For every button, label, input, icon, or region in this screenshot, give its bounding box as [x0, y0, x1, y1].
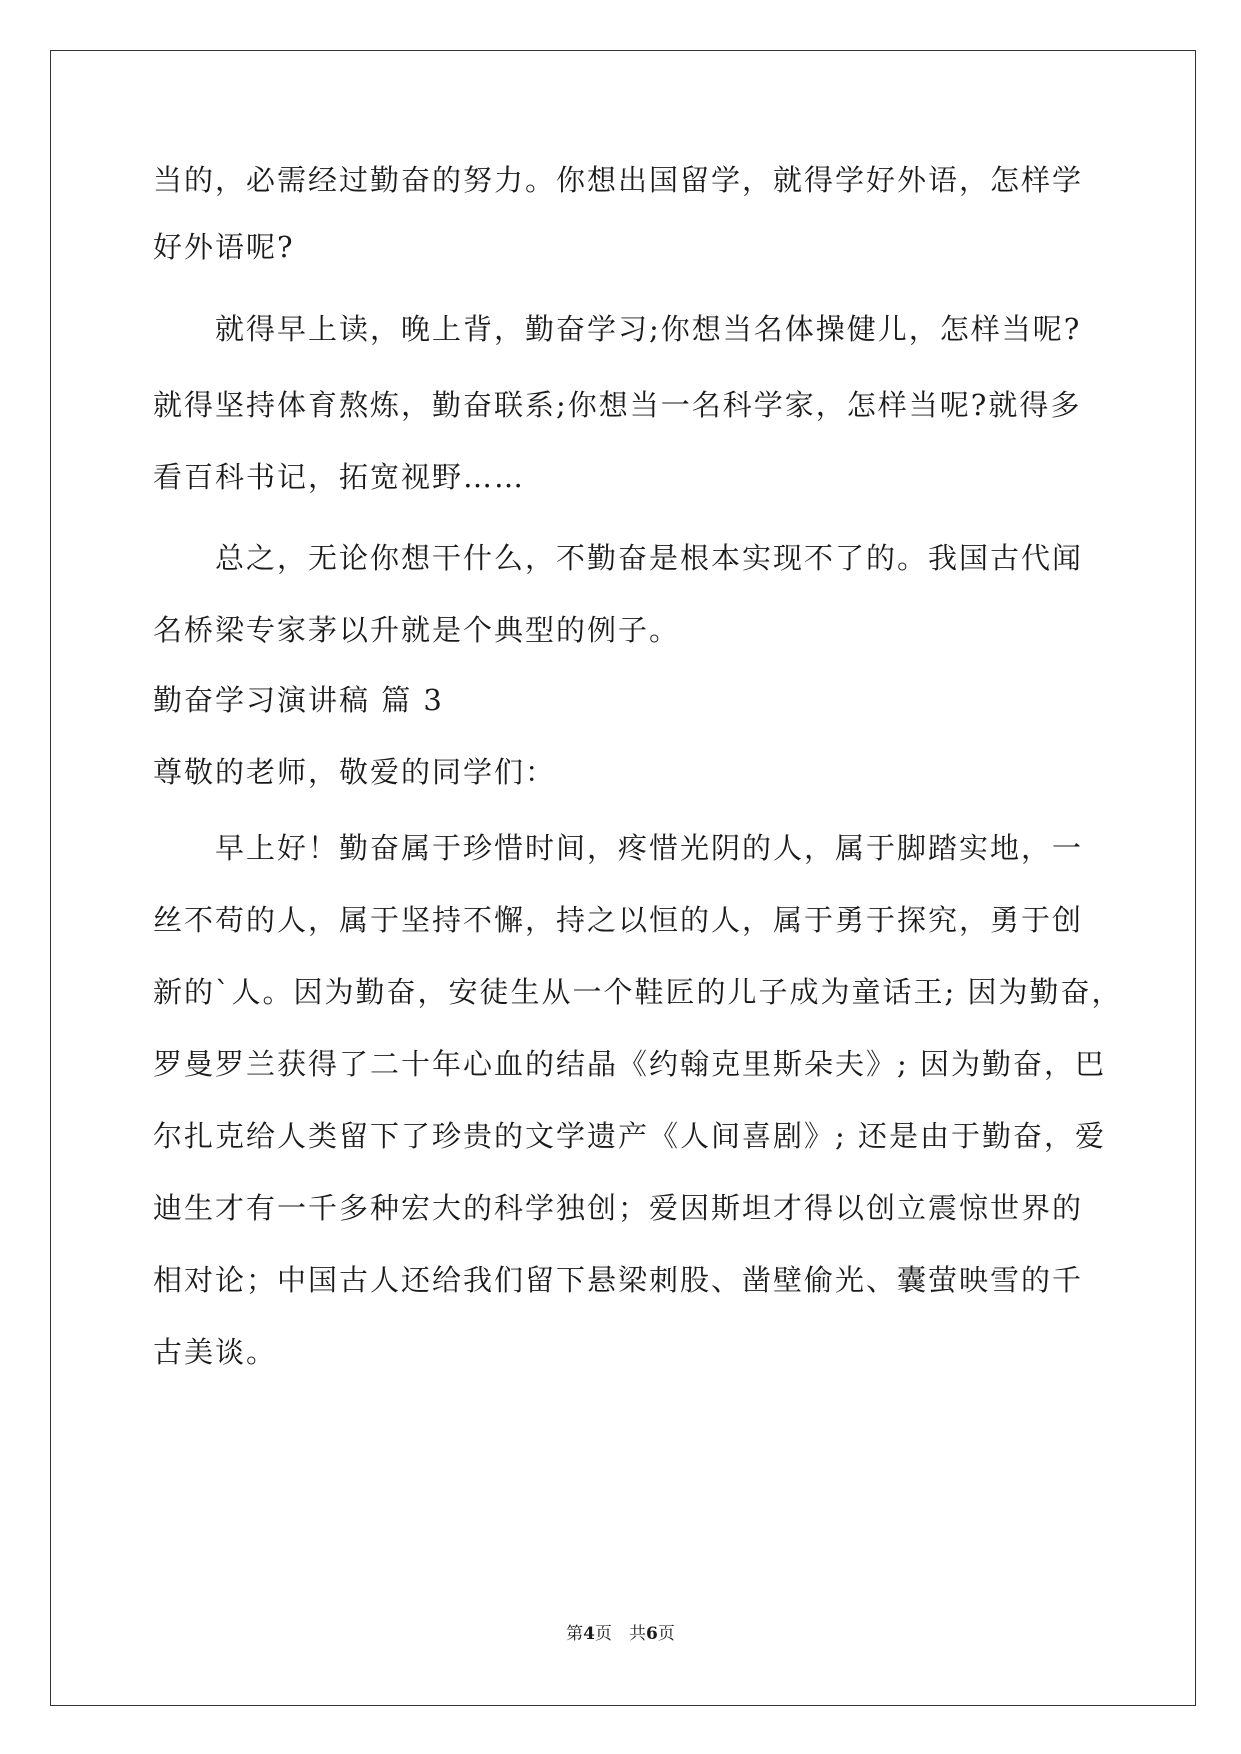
- text-line: 当的，必需经过勤奋的努力。你想出国留学，就得学好外语，怎样学: [153, 163, 1084, 197]
- salutation: 尊敬的老师，敬爱的同学们：: [153, 755, 557, 789]
- footer-prefix: 第: [566, 1624, 584, 1644]
- text-line: 尔扎克给人类留下了珍贵的文学遗产《人间喜剧》; 还是由于勤奋，爱: [153, 1119, 1106, 1153]
- text-line: 迪生才有一千多种宏大的科学独创；爱因斯坦才得以创立震惊世界的: [153, 1191, 1084, 1225]
- page-footer: [0, 1623, 1241, 1645]
- text-line: 看百科书记，拓宽视野……: [153, 460, 526, 494]
- text-line: 好外语呢?: [153, 230, 295, 264]
- text-line: 新的`人。因为勤奋，安徒生从一个鞋匠的儿子成为童话王; 因为勤奋，: [153, 975, 1123, 1009]
- text-line: 罗曼罗兰获得了二十年心血的结晶《约翰克里斯朵夫》; 因为勤奋，巴: [153, 1047, 1106, 1081]
- text-line: 就得坚持体育熬炼，勤奋联系;你想当一名科学家，怎样当呢?就得多: [153, 388, 1082, 422]
- text-line: 古美谈。: [153, 1335, 278, 1369]
- text-line: 相对论；中国古人还给我们留下悬梁刺股、凿壁偷光、囊萤映雪的千: [153, 1263, 1084, 1297]
- footer-middle: 页 共: [595, 1624, 646, 1644]
- footer-suffix: 页: [657, 1624, 675, 1644]
- section-heading: 勤奋学习演讲稿 篇 3: [153, 683, 444, 717]
- text-line: 名桥梁专家茅以升就是个典型的例子。: [153, 613, 681, 647]
- text-line: 丝不苟的人，属于坚持不懈，持之以恒的人，属于勇于探究，勇于创: [153, 903, 1084, 937]
- page-border: [50, 50, 1196, 1706]
- total-pages-number: 6: [646, 1624, 658, 1644]
- text-line: 就得早上读，晚上背，勤奋学习;你想当名体操健儿，怎样当呢?: [153, 312, 1082, 346]
- text-line: 总之，无论你想干什么，不勤奋是根本实现不了的。我国古代闻: [153, 541, 1084, 575]
- text-line: 早上好！勤奋属于珍惜时间，疼惜光阴的人，属于脚踏实地，一: [153, 831, 1084, 865]
- current-page-number: 4: [583, 1624, 595, 1644]
